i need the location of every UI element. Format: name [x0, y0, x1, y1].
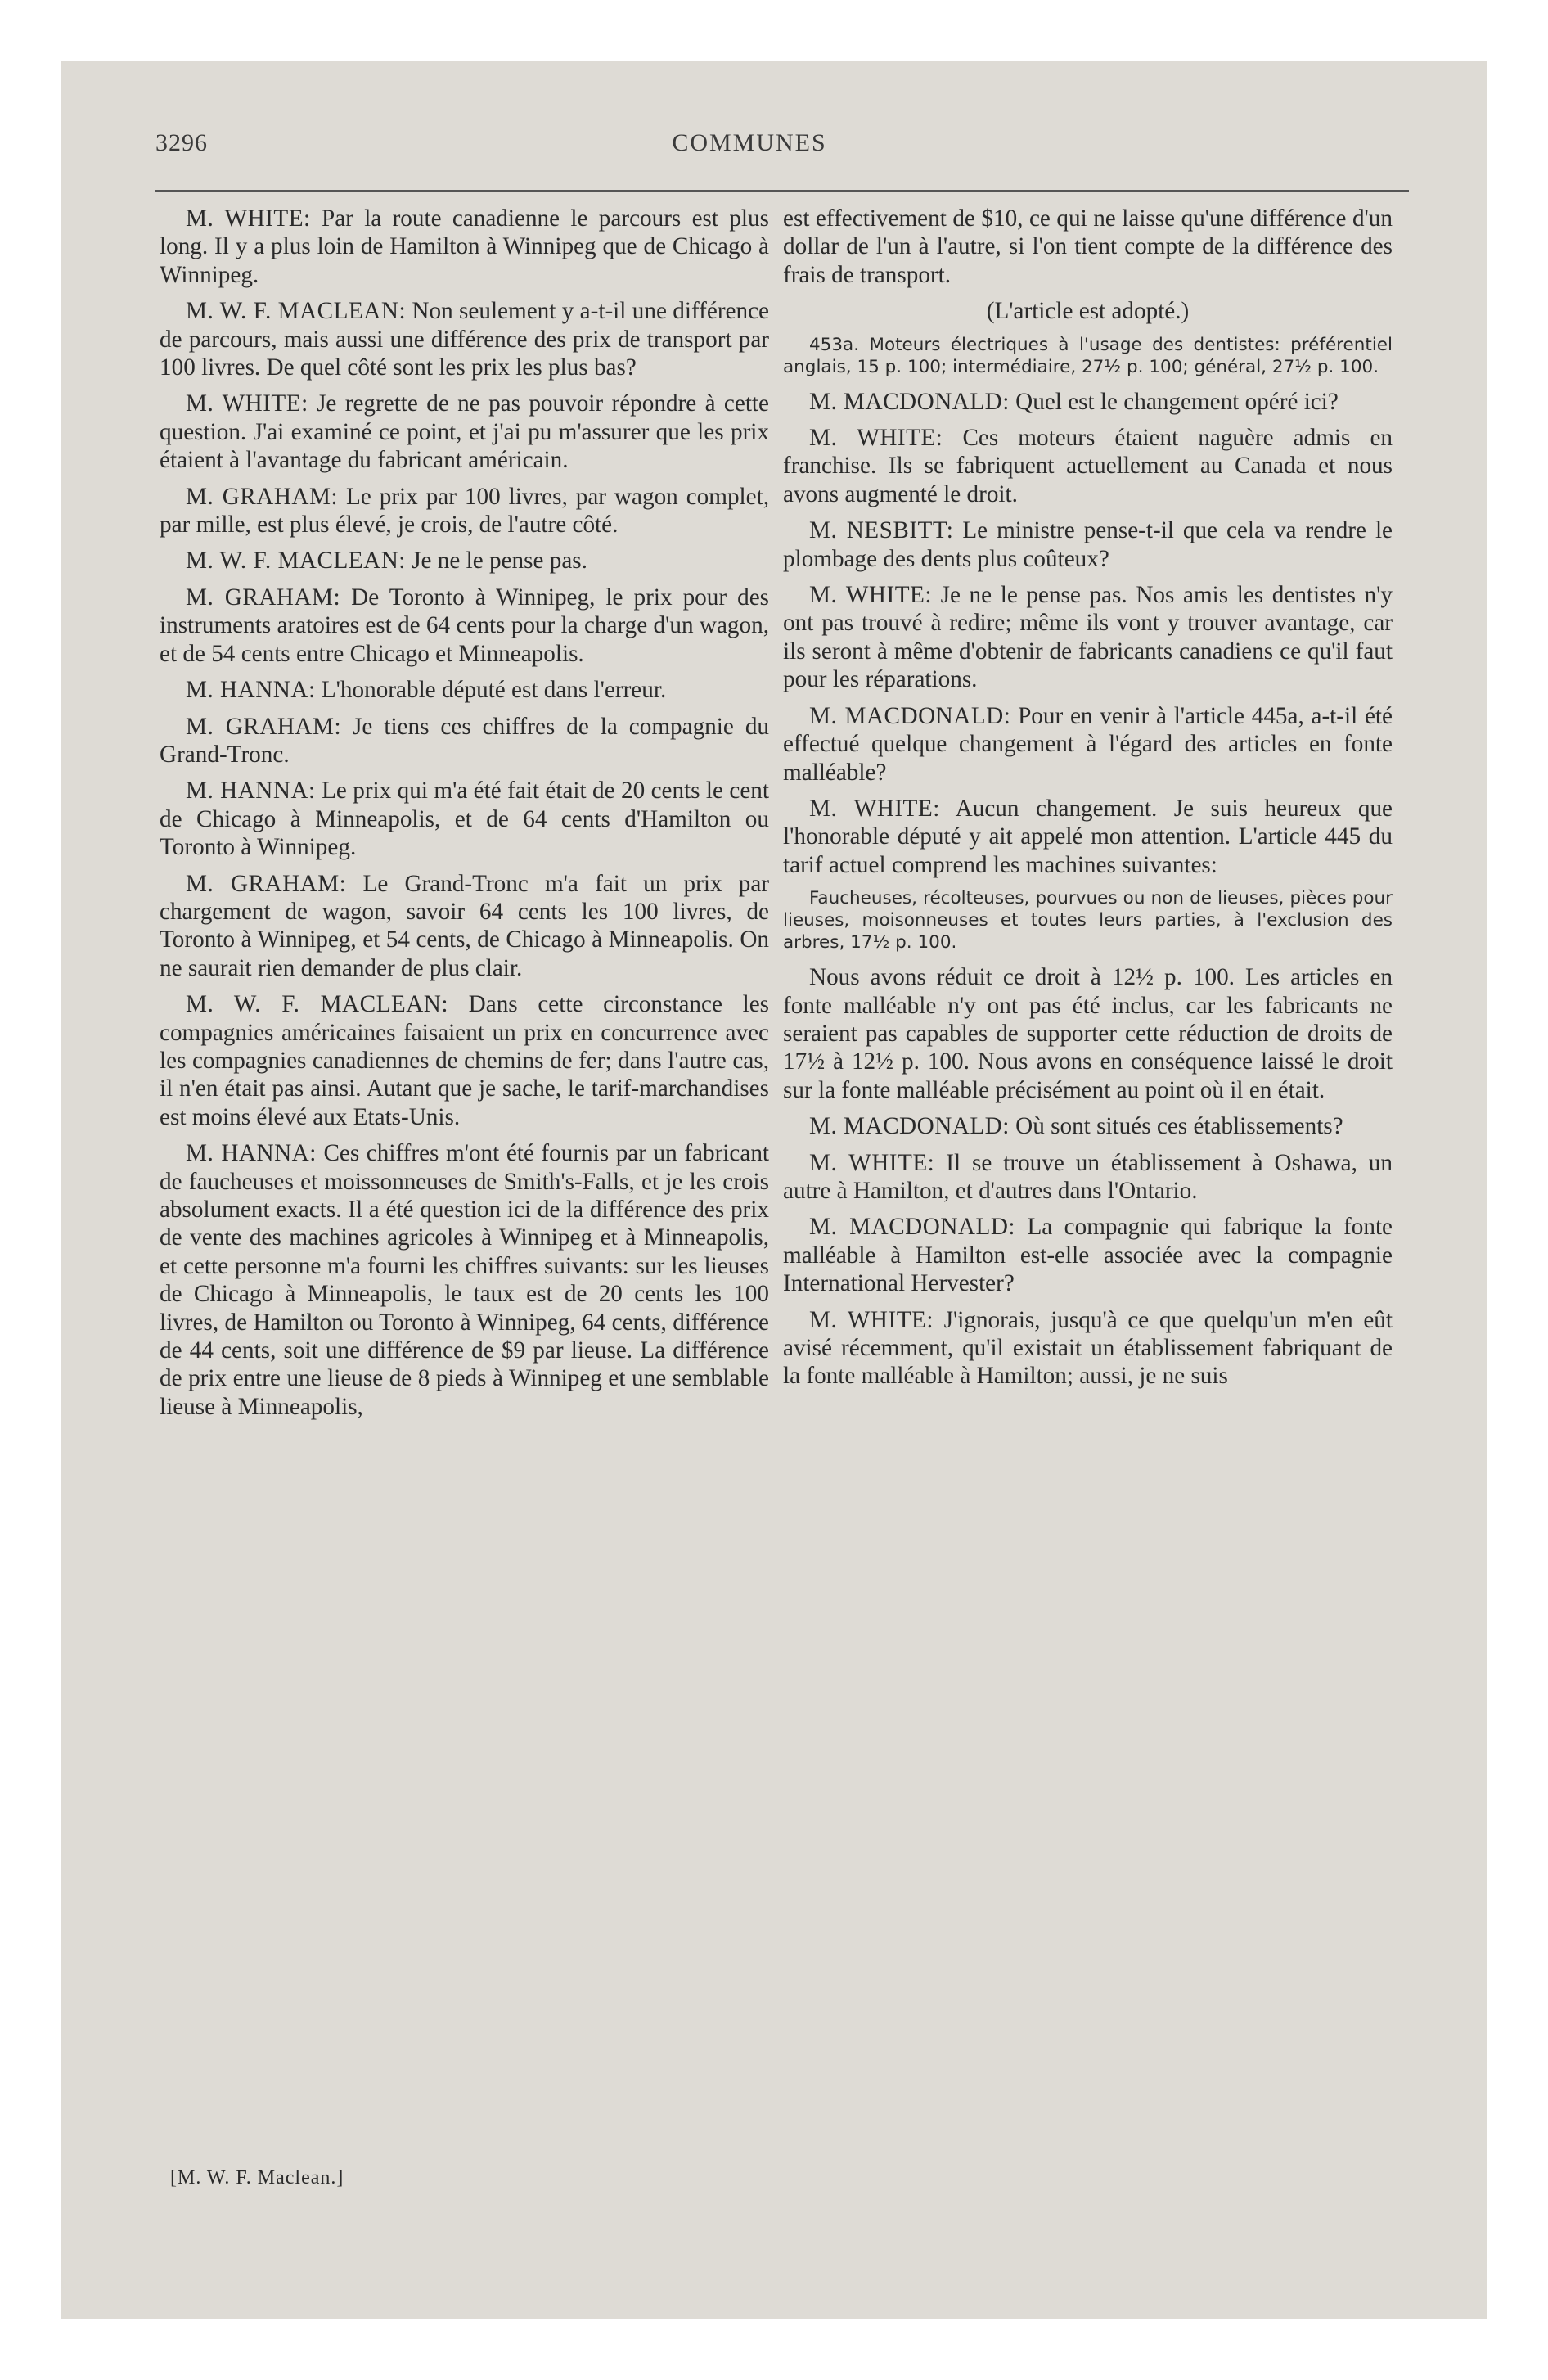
- debate-paragraph: [783, 581, 1393, 694]
- speech-text: L'honorable député est dans l'erreur.: [321, 677, 667, 704]
- debate-paragraph: [160, 1139, 769, 1421]
- quoted-tariff-item: Faucheuses, récolteuses, pourvues ou non de lieuses, pièces pour lieuses, moisonneuses et toutes leurs parties, à l'exclusion des arbres, 17½ p. 100.: [783, 888, 1393, 953]
- speaker-name: M. WHITE:: [186, 205, 311, 232]
- debate-paragraph: [783, 1112, 1393, 1140]
- speaker-name: M. GRAHAM:: [186, 584, 341, 611]
- speaker-name: M. GRAHAM:: [186, 870, 347, 897]
- speech-text: Le Grand-Tronc m'a fait un prix par chargement de wagon, savoir 64 cents les 100 livres, de Toronto à Winnipeg, et 54 cents, de Chicago à Minneapolis. On ne saurait rien demander de plus clair.: [160, 870, 770, 981]
- speaker-name: M. WHITE:: [809, 795, 940, 822]
- debate-paragraph: [783, 424, 1393, 508]
- speaker-name: M. W. F. MACLEAN:: [186, 548, 406, 575]
- speaker-name: M. W. F. MACLEAN:: [186, 991, 448, 1018]
- debate-paragraph: [783, 1149, 1393, 1206]
- continuation-paragraph: est effectivement de $10, ce qui ne laisse qu'une différence d'un dollar de l'un à l'autre, si l'on tient compte de la différence des frais de transport.: [783, 205, 1393, 288]
- speech-text: La compagnie qui fabrique la fonte malléable à Hamilton est-elle associée avec la compagnie International Hervester?: [783, 1214, 1393, 1297]
- speech-text: Pour en venir à l'article 445a, a-t-il été effectué quelque changement à l'égard des articles en fonte malléable?: [783, 702, 1393, 786]
- debate-paragraph: [160, 777, 769, 861]
- adopted-note: (L'article est adopté.): [986, 298, 1190, 325]
- speaker-name: M. WHITE:: [809, 425, 943, 452]
- speaker-name: M. WHITE:: [809, 1149, 935, 1176]
- speech-text: Quel est le changement opéré ici?: [1015, 388, 1339, 415]
- debate-paragraph: [783, 795, 1393, 879]
- running-head: [94, 123, 1405, 172]
- speaker-name: M. NESBITT:: [809, 517, 954, 544]
- speaker-name: M. MACDONALD:: [809, 702, 1011, 729]
- speaker-name: M. GRAHAM:: [186, 483, 339, 510]
- debate-paragraph: [160, 713, 769, 769]
- speech-text: Je tiens ces chiffres de la compagnie du Grand-Tronc.: [160, 713, 770, 768]
- speech-text: De Toronto à Winnipeg, le prix pour des instruments aratoires est de 64 cents pour la charge d'un wagon, et de 54 cents entre Chicago et Minneapolis.: [160, 584, 770, 667]
- header-rule: [155, 190, 1409, 192]
- speech-text: Ces chiffres m'ont été fournis par un fabricant de faucheuses et moissonneuses de Smith's-Falls, et je les crois absolument exacts. Il a été question ici de la différence des prix de vente des machines agricoles à Winnipeg et à Minneapolis, et cette personne m'a fourni les chiffres suivants: sur les lieuses de Chicago à Minneapolis, le taux est de 20 cents les 100 livres, de Hamilton ou Toronto à Winnipeg, 64 cents, différence de 44 cents, soit une différence de $9 par lieuse. La différence de prix entre une lieuse de 8 pieds à Winnipeg et une semblable lieuse à Minneapolis,: [160, 1140, 770, 1420]
- debate-paragraph: [783, 516, 1393, 573]
- speech-text: Je ne le pense pas. Nos amis les dentistes n'y ont pas trouvé à redire; même ils vont y trouver avantage, car ils seront à même d'obtenir de fabricants canadiens ce qu'il faut pour les réparations.: [783, 582, 1393, 693]
- debate-paragraph: [160, 584, 769, 668]
- speaker-name: M. GRAHAM:: [186, 713, 342, 740]
- speech-text: Il se trouve un établissement à Oshawa, un autre à Hamilton, et d'autres dans l'Ontario.: [783, 1149, 1393, 1204]
- debate-paragraph: [783, 1213, 1393, 1297]
- speech-text: Le ministre pense-t-il que cela va rendre le plombage des dents plus coûteux?: [783, 517, 1393, 572]
- debate-paragraph: [160, 676, 769, 704]
- speech-text: Dans cette circonstance les compagnies américaines faisaient un prix en concurrence avec les compagnies canadiennes de chemins de fer; dans l'autre cas, il n'en était pas ainsi. Autant que je sache, le tarif-marchandises est moins élevé aux Etats-Unis.: [160, 991, 770, 1130]
- speaker-name: M. WHITE:: [809, 582, 932, 609]
- debate-paragraph: [160, 297, 769, 381]
- section-title: COMMUNES: [672, 129, 827, 156]
- speaker-footer-tag: [M. W. F. Maclean.]: [170, 2167, 344, 2188]
- speech-text: Par la route canadienne le parcours est plus long. Il y a plus loin de Hamilton à Winnipeg que de Chicago à Winnipeg.: [160, 205, 769, 288]
- speaker-name: M. MACDONALD:: [809, 388, 1010, 415]
- speech-text: J'ignorais, jusqu'à ce que quelqu'un m'en eût avisé récemment, qu'il existait un établissement fabriquant de la fonte malléable à Hamilton; aussi, je ne suis: [783, 1306, 1393, 1390]
- speech-text: Aucun changement. Je suis heureux que l'honorable député y ait appelé mon attention. L'article 445 du tarif actuel comprend les machines suivantes:: [783, 795, 1393, 878]
- debate-paragraph: [160, 990, 769, 1131]
- speech-text: Je ne le pense pas.: [412, 548, 587, 575]
- right-column: [783, 205, 1393, 1399]
- speaker-name: M. MACDONALD:: [809, 1214, 1016, 1241]
- speaker-name: M. WHITE:: [186, 390, 308, 417]
- speech-text: Le prix par 100 livres, par wagon complet, par mille, est plus élevé, je crois, de l'autre côté.: [160, 483, 770, 539]
- speaker-name: M. W. F. MACLEAN:: [186, 298, 407, 325]
- speaker-name: M. HANNA:: [186, 778, 316, 805]
- speech-text: Le prix qui m'a été fait était de 20 cents le cent de Chicago à Minneapolis, et de 64 cents d'Hamilton ou Toronto à Winnipeg.: [160, 778, 770, 861]
- debate-paragraph: [160, 870, 769, 983]
- debate-paragraph: [160, 390, 769, 474]
- debate-paragraph: [783, 1306, 1393, 1391]
- left-column: [160, 205, 769, 1429]
- speech-text: Où sont situés ces établissements?: [1015, 1113, 1343, 1140]
- speaker-name: M. WHITE:: [809, 1306, 934, 1333]
- debate-paragraph: [783, 702, 1393, 787]
- page-number: 3296: [155, 129, 208, 156]
- debate-paragraph: [160, 483, 769, 539]
- debate-paragraph: [160, 547, 769, 575]
- continuation-paragraph: Nous avons réduit ce droit à 12½ p. 100. Les articles en fonte malléable n'y ont pas été inclus, car les fabricants ne seraient pas capables de supporter cette réduction de droits de 17½ à 12½ p. 100. Nous avons en conséquence laissé le droit sur la fonte malléable précisément au point où il en était.: [783, 964, 1393, 1103]
- tariff-item: 453a. Moteurs électriques à l'usage des dentistes: préférentiel anglais, 15 p. 100; intermédiaire, 27½ p. 100; général, 27½ p. 100.: [783, 334, 1393, 377]
- speaker-name: M. HANNA:: [186, 1140, 317, 1167]
- speaker-name: M. MACDONALD:: [809, 1113, 1010, 1140]
- speech-text: Non seulement y a-t-il une différence de parcours, mais aussi une différence des prix de transport par 100 livres. De quel côté sont les prix les plus bas?: [160, 298, 769, 381]
- speaker-name: M. HANNA:: [186, 677, 316, 704]
- speech-text: Je regrette de ne pas pouvoir répondre à cette question. J'ai examiné ce point, et j'ai pu m'assurer que les prix étaient à l'avantage du fabricant américain.: [160, 390, 769, 474]
- debate-paragraph: [160, 205, 769, 289]
- debate-paragraph: [783, 388, 1393, 416]
- speech-text: Ces moteurs étaient naguère admis en franchise. Ils se fabriquent actuellement au Canada et nous avons augmenté le droit.: [783, 425, 1393, 507]
